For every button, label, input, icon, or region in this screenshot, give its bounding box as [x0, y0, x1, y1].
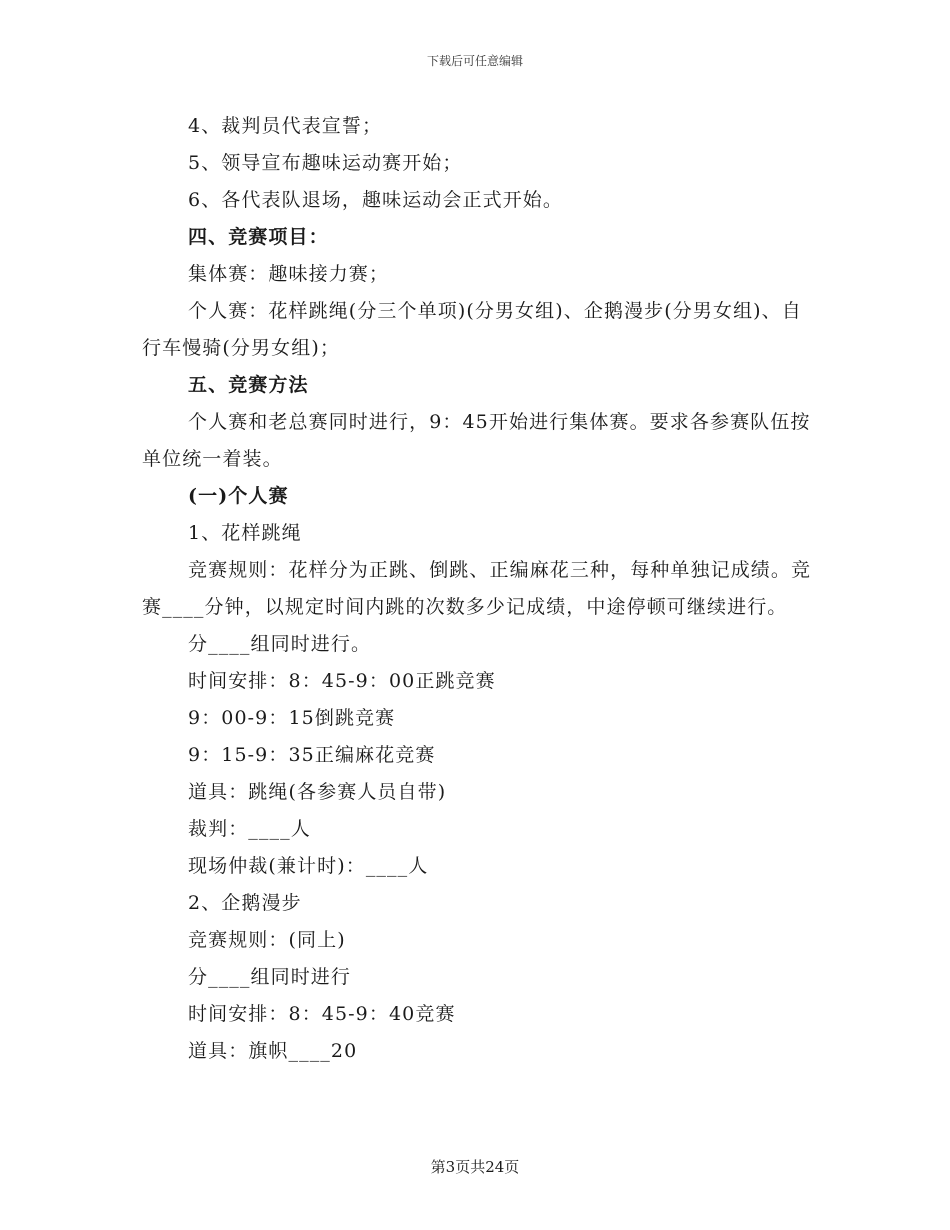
paragraph-penguin-props: 道具：旗帜____20 [188, 1040, 358, 1062]
paragraph-group-event: 集体赛：趣味接力赛； [188, 263, 390, 285]
paragraph-item-5: 5、领导宣布趣味运动赛开始； [188, 152, 463, 174]
paragraph-rope-rules: 竞赛规则：花样分为正跳、倒跳、正编麻花三种，每种单独记成绩。竞赛____分钟，以规定时间内跳的次数多少记成绩，中途停顿可继续进行。 [142, 559, 812, 618]
item-heading-rope-skipping: 1、花样跳绳 [188, 522, 302, 544]
subsection-heading-individual: (一)个人赛 [188, 485, 289, 507]
paragraph-rope-arbitrator: 现场仲裁(兼计时)：____人 [188, 855, 429, 877]
document-body [142, 108, 812, 1070]
section-heading-competition-method: 五、竞赛方法 [188, 374, 309, 396]
page-number-footer: 第3页共24页 [430, 1158, 520, 1176]
paragraph-individual-event: 个人赛：花样跳绳(分三个单项)(分男女组)、企鹅漫步(分男女组)、自行车慢骑(分男女组)； [142, 300, 802, 359]
paragraph-item-4: 4、裁判员代表宣誓； [188, 115, 383, 137]
paragraph-rope-referee: 裁判：____人 [188, 818, 311, 840]
paragraph-rope-schedule-2: 9：00-9：15倒跳竞赛 [188, 707, 396, 729]
paragraph-rope-props: 道具：跳绳(各参赛人员自带) [188, 781, 447, 803]
paragraph-rope-schedule-1: 时间安排：8：45-9：00正跳竞赛 [188, 670, 496, 692]
paragraph-penguin-rules: 竞赛规则：(同上) [188, 929, 346, 951]
paragraph-penguin-groups: 分____组同时进行 [188, 966, 352, 988]
paragraph-rope-groups: 分____组同时进行。 [188, 633, 372, 655]
paragraph-rope-schedule-3: 9：15-9：35正编麻花竞赛 [188, 744, 436, 766]
paragraph-penguin-schedule: 时间安排：8：45-9：40竞赛 [188, 1003, 456, 1025]
paragraph-item-6: 6、各代表队退场，趣味运动会正式开始。 [188, 189, 563, 211]
item-heading-penguin-walk: 2、企鹅漫步 [188, 892, 302, 914]
paragraph-method-desc: 个人赛和老总赛同时进行，9：45开始进行集体赛。要求各参赛队伍按单位统一着装。 [142, 411, 811, 470]
section-heading-competition-items: 四、竞赛项目： [188, 226, 329, 248]
page-header: 下载后可任意编辑 [426, 54, 523, 68]
